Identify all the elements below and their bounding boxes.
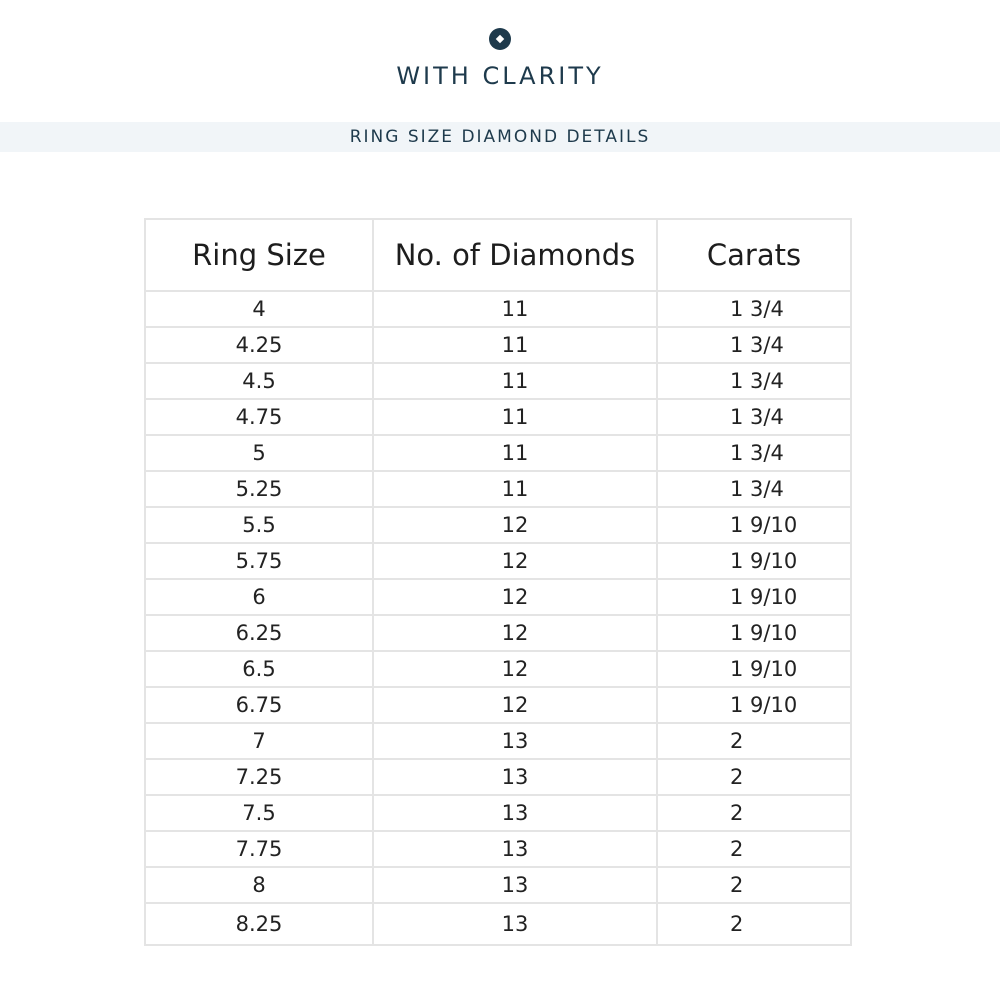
brand-name: WITH CLARITY xyxy=(396,62,604,90)
table-row xyxy=(145,615,851,651)
ring-size-cell: 6.75 xyxy=(145,687,373,723)
diamond-count-cell: 11 xyxy=(373,363,657,399)
carat-cell: 1 3/4 xyxy=(657,435,851,471)
carat-cell: 2 xyxy=(657,867,851,903)
carat-cell: 2 xyxy=(657,759,851,795)
brand-header xyxy=(0,0,1000,120)
carat-cell: 1 9/10 xyxy=(657,579,851,615)
diamond-count-cell: 11 xyxy=(373,399,657,435)
table-row xyxy=(145,399,851,435)
table-row xyxy=(145,579,851,615)
diamond-count-cell: 12 xyxy=(373,615,657,651)
table-row xyxy=(145,687,851,723)
diamond-count-cell: 12 xyxy=(373,651,657,687)
ring-size-cell: 7.75 xyxy=(145,831,373,867)
subtitle-band xyxy=(0,122,1000,152)
diamond-count-cell: 13 xyxy=(373,759,657,795)
diamond-count-cell: 12 xyxy=(373,579,657,615)
column-header-diamonds: No. of Diamonds xyxy=(373,219,657,291)
ring-size-cell: 4.5 xyxy=(145,363,373,399)
diamond-count-cell: 12 xyxy=(373,507,657,543)
table-row xyxy=(145,363,851,399)
carat-cell: 1 9/10 xyxy=(657,687,851,723)
diamond-count-cell: 13 xyxy=(373,903,657,945)
ring-size-cell: 8.25 xyxy=(145,903,373,945)
carat-cell: 1 9/10 xyxy=(657,651,851,687)
diamond-count-cell: 11 xyxy=(373,471,657,507)
ring-size-cell: 5.75 xyxy=(145,543,373,579)
carat-cell: 1 3/4 xyxy=(657,327,851,363)
table-row xyxy=(145,903,851,945)
table-row xyxy=(145,327,851,363)
diamond-count-cell: 13 xyxy=(373,867,657,903)
carat-cell: 1 3/4 xyxy=(657,471,851,507)
table-row xyxy=(145,795,851,831)
carat-cell: 2 xyxy=(657,795,851,831)
ring-size-cell: 6 xyxy=(145,579,373,615)
circle-diamond-icon xyxy=(489,28,511,50)
table-row xyxy=(145,723,851,759)
table-row xyxy=(145,435,851,471)
ring-size-cell: 5 xyxy=(145,435,373,471)
carat-cell: 2 xyxy=(657,903,851,945)
ring-size-cell: 5.5 xyxy=(145,507,373,543)
table-header-row xyxy=(145,219,851,291)
column-header-ring-size: Ring Size xyxy=(145,219,373,291)
diamond-count-cell: 13 xyxy=(373,831,657,867)
column-header-carats: Carats xyxy=(657,219,851,291)
carat-cell: 1 9/10 xyxy=(657,543,851,579)
diamond-count-cell: 13 xyxy=(373,723,657,759)
diamond-count-cell: 11 xyxy=(373,435,657,471)
table-row xyxy=(145,543,851,579)
carat-cell: 1 9/10 xyxy=(657,507,851,543)
table-row xyxy=(145,831,851,867)
diamond-count-cell: 13 xyxy=(373,795,657,831)
ring-size-cell: 5.25 xyxy=(145,471,373,507)
table-row xyxy=(145,471,851,507)
table-row xyxy=(145,651,851,687)
carat-cell: 1 3/4 xyxy=(657,399,851,435)
table-row xyxy=(145,507,851,543)
ring-size-cell: 7.5 xyxy=(145,795,373,831)
ring-size-cell: 7 xyxy=(145,723,373,759)
ring-size-cell: 8 xyxy=(145,867,373,903)
ring-size-cell: 4.25 xyxy=(145,327,373,363)
carat-cell: 2 xyxy=(657,831,851,867)
table-row xyxy=(145,759,851,795)
diamond-count-cell: 11 xyxy=(373,291,657,327)
ring-size-cell: 6.5 xyxy=(145,651,373,687)
table-row xyxy=(145,291,851,327)
diamond-count-cell: 12 xyxy=(373,543,657,579)
ring-size-table xyxy=(144,218,852,946)
table-body xyxy=(145,291,851,945)
diamond-count-cell: 11 xyxy=(373,327,657,363)
carat-cell: 1 9/10 xyxy=(657,615,851,651)
ring-size-table-container xyxy=(144,218,850,946)
carat-cell: 1 3/4 xyxy=(657,363,851,399)
diamond-count-cell: 12 xyxy=(373,687,657,723)
ring-size-cell: 7.25 xyxy=(145,759,373,795)
table-row xyxy=(145,867,851,903)
page-title: RING SIZE DIAMOND DETAILS xyxy=(349,127,651,147)
carat-cell: 1 3/4 xyxy=(657,291,851,327)
ring-size-cell: 4 xyxy=(145,291,373,327)
ring-size-cell: 6.25 xyxy=(145,615,373,651)
ring-size-cell: 4.75 xyxy=(145,399,373,435)
carat-cell: 2 xyxy=(657,723,851,759)
